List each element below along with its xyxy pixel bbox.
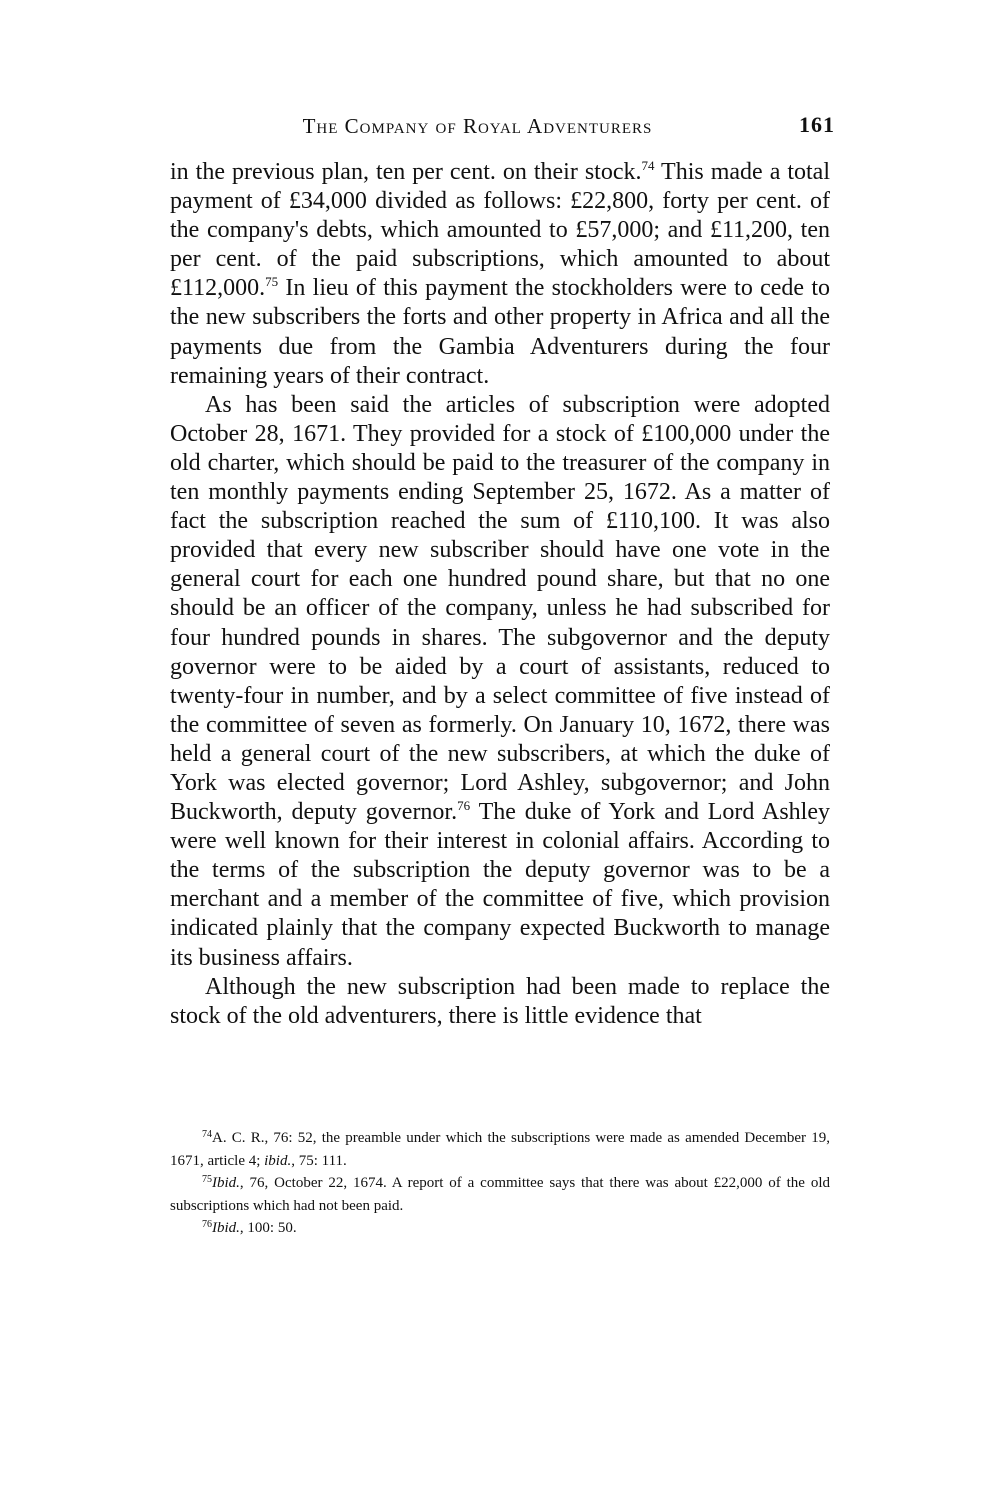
paragraph-1-text-a: in the previous plan, ten per cent. on their stock. xyxy=(170,159,642,185)
body-text xyxy=(170,158,830,1031)
running-title: The Company of Royal Adventurers xyxy=(302,114,653,138)
footnote-text: A. C. R., 76: 52, the preamble under which the subscriptions were made as amended December 19, 1671, article 4; xyxy=(170,1130,830,1169)
footnote-text: , 76, October 22, 1674. A report of a committee says that there was about £22,000 of the old subscriptions which had not been paid. xyxy=(170,1175,830,1214)
footnote-italic-ref: Ibid. xyxy=(212,1220,240,1236)
footnote-74 xyxy=(170,1127,830,1172)
paragraph-3-text: Although the new subscription had been made to replace the stock of the old adventurers, there is little evidence that xyxy=(170,973,830,1029)
footnote-ref-76: 76 xyxy=(457,798,471,814)
footnote-76 xyxy=(170,1217,830,1240)
paragraph-3 xyxy=(170,973,830,1031)
footnote-ref-74: 74 xyxy=(641,158,655,173)
footnote-italic-ref: ibid. xyxy=(264,1152,292,1169)
footnote-marker: 75 xyxy=(202,1174,212,1185)
footnote-ref-75: 75 xyxy=(265,274,279,290)
paragraph-2-text-a: As has been said the articles of subscription were adopted October 28, 1671. They provided for a stock of £100,000 under the old charter, which should be paid to the treasurer of the company in ten monthly payments ending September 25, 1672. As a matter of fact the subscription reached the sum of £110,100. It was also provided that every new subscriber should have one vote in the general court for each one hundred pound share, but that no one should be an officer of the company, unless he had subscribed for four hundred pounds in shares. The subgovernor and the deputy governor were to be aided by a court of assistants, reduced to twenty-four in number, and by a select committee of five instead of the committee of seven as formerly. On January 10, 1672, there was held a general court of the new subscribers, at which the duke of York was elected governor; Lord Ashley, subgovernor; and John Buckworth, deputy governor. xyxy=(170,391,830,826)
footnote-75 xyxy=(170,1172,830,1217)
paragraph-1-text-c: In lieu of this payment the stockholders were to cede to the new subscribers the forts and other property in Africa and all the payments due from the Gambia Adventurers during the four remaining years of their contract. xyxy=(170,275,830,389)
footnote-text: , 75: 111. xyxy=(291,1152,347,1169)
paragraph-1-text-b: This made a total payment of £34,000 divided as follows: £22,800, forty per cent. of the company's debts, which amounted to £57,000; and £11,200, ten per cent. of the paid subscriptions, which amounted to about £112,000. xyxy=(170,159,830,302)
paragraph-2-text-b: The duke of York and Lord Ashley were well known for their interest in colonial affairs. According to the terms of the subscription the deputy governor was to be a merchant and a member of the committee of five, which provision indicated plainly that the company expected Buckworth to manage its business affairs. xyxy=(170,799,830,971)
paragraph-2 xyxy=(170,391,830,973)
footnote-marker: 76 xyxy=(202,1219,212,1230)
footnote-marker: 74 xyxy=(202,1129,212,1140)
page-number: 161 xyxy=(799,112,835,137)
footnotes xyxy=(170,1127,830,1240)
footnote-italic-ref: Ibid. xyxy=(212,1175,240,1191)
footnote-text: , 100: 50. xyxy=(239,1220,297,1236)
paragraph-1 xyxy=(170,158,830,391)
running-head xyxy=(170,110,835,146)
